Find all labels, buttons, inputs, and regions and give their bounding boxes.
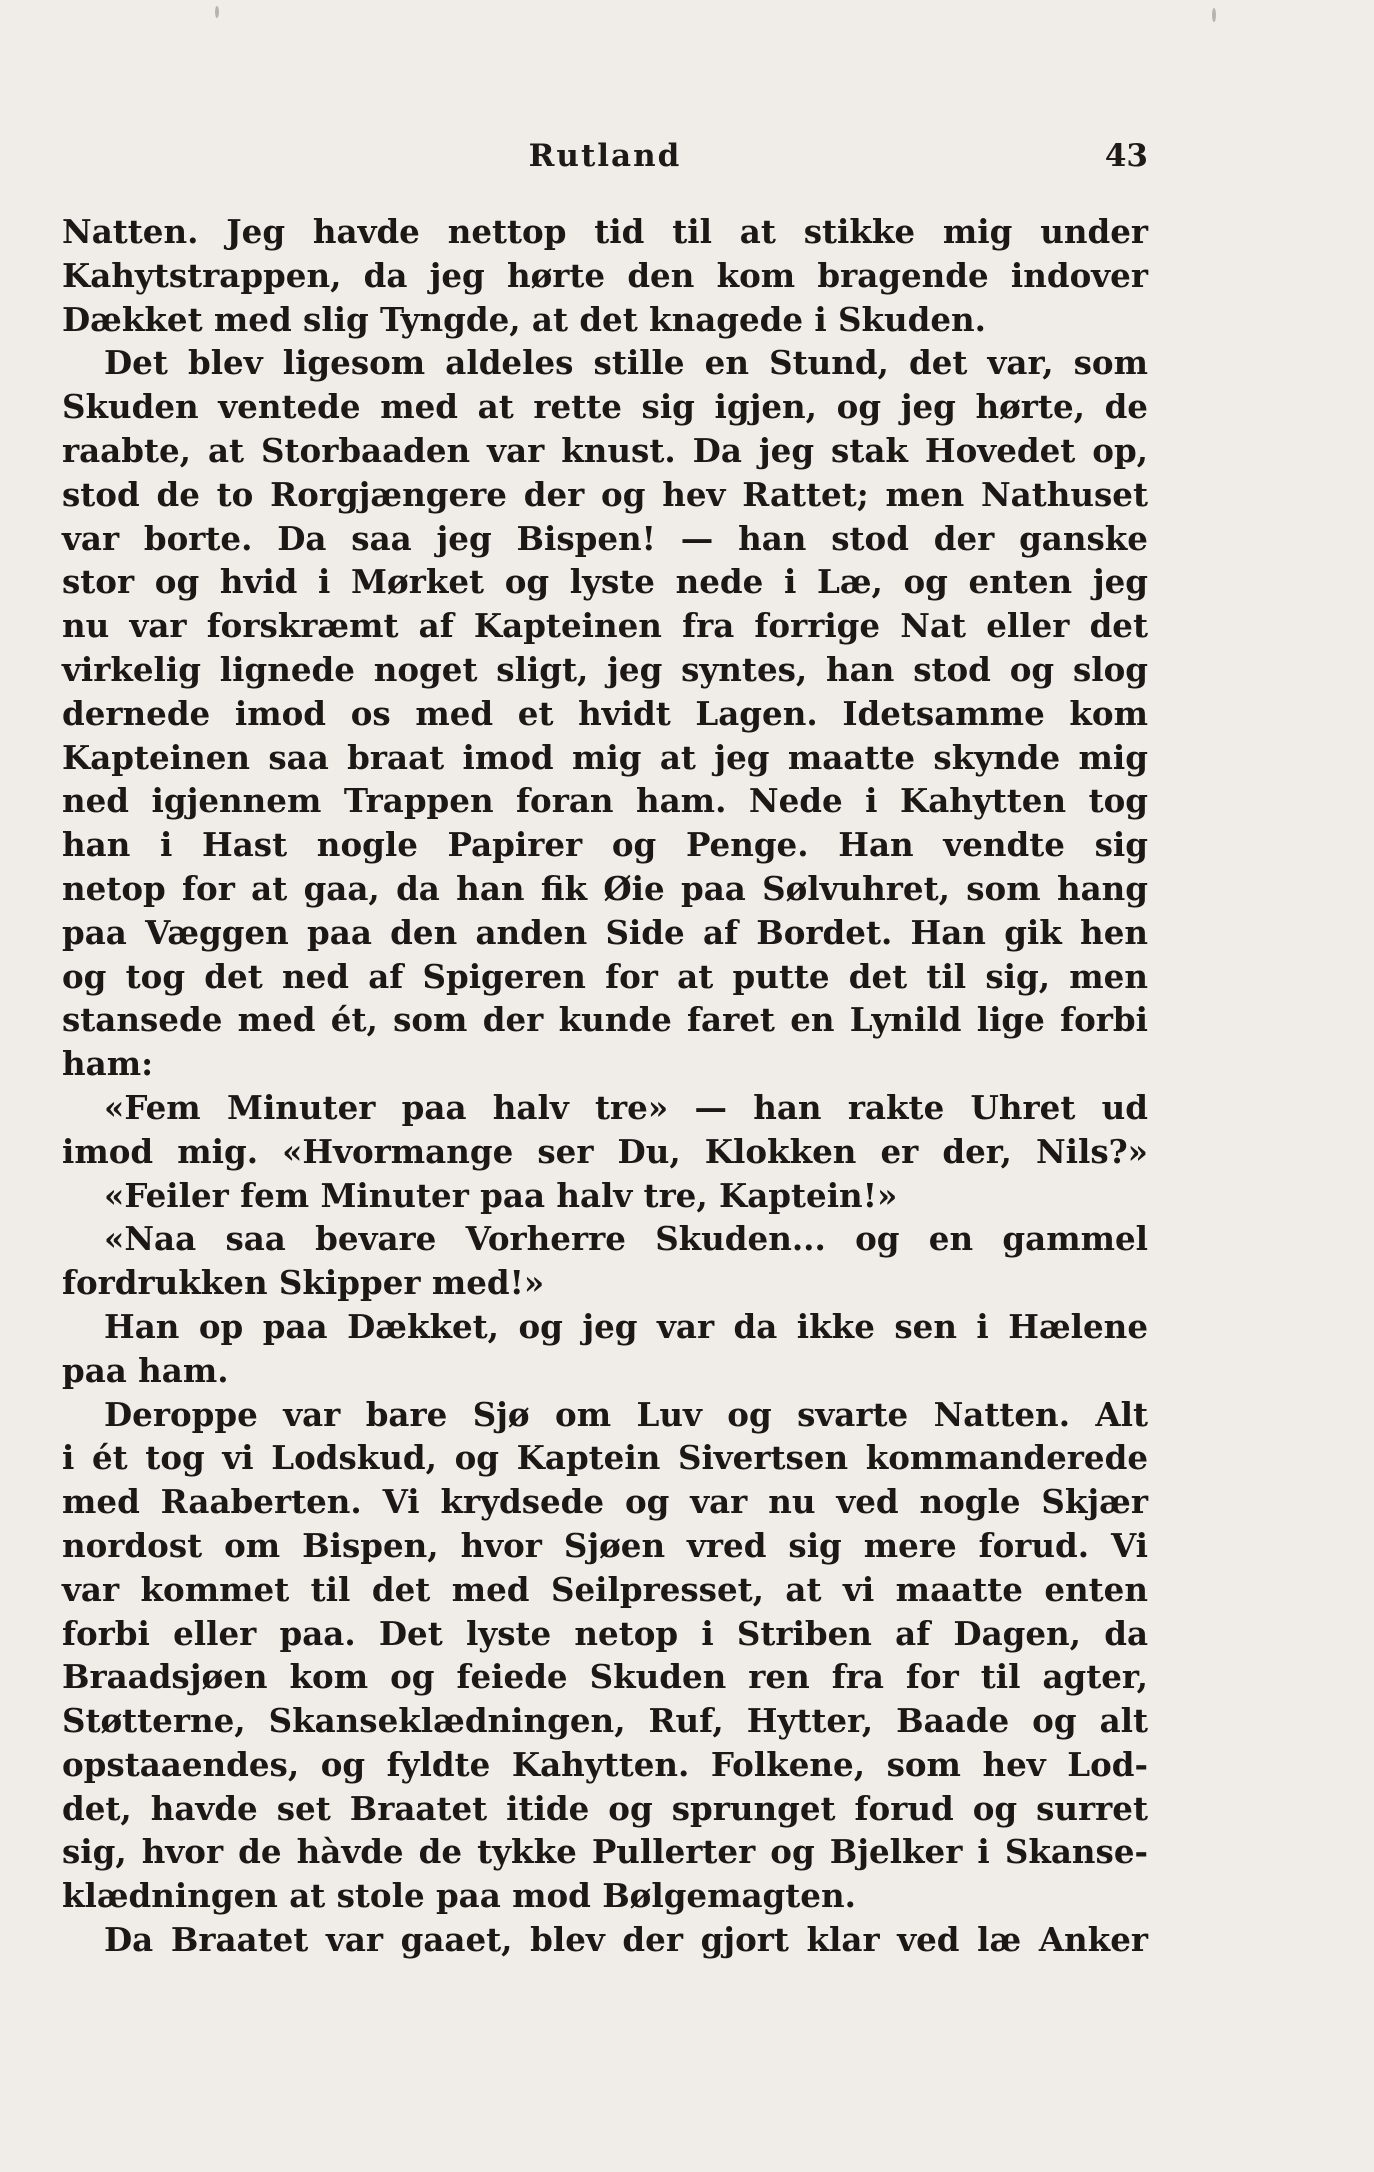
text-line: «Naa saa bevare Vorherre Skuden... og en gammel [104,1219,1148,1259]
text-line: sig, hvor de hàvde de tykke Pullerter og Bjelker i Skanse- [62,1832,1148,1872]
text-line: var kommet til det med Seilpresset, at vi maatte enten [62,1569,1148,1609]
text-line: opstaaendes, og fyldte Kahytten. Folkene, som hev Lod- [62,1744,1148,1784]
text-line: og tog det ned af Spigeren for at putte det til sig, men [62,956,1148,996]
text-line: ned igjennem Trappen foran ham. Nede i Kahytten tog [62,781,1148,821]
text-line: paa ham. [62,1350,229,1390]
text-line: Han op paa Dækket, og jeg var da ikke sen i Hælene [104,1306,1148,1346]
paper-speck [1212,8,1216,22]
text-line: virkelig lignede noget sligt, jeg syntes, han stod og slog [62,649,1148,689]
text-line: stor og hvid i Mørket og lyste nede i Læ, og enten jeg [62,562,1148,602]
text-line: paa Væggen paa den anden Side af Bordet. Han gik hen [62,912,1148,952]
text-line: nu var forskræmt af Kapteinen fra forrige Nat eller det [62,606,1148,646]
text-line: «Fem Minuter paa halv tre» — han rakte Uhret ud [104,1087,1148,1127]
text-line: Deroppe var bare Sjø om Luv og svarte Natten. Alt [104,1394,1148,1434]
running-title: Rutland [528,138,682,174]
text-line: var borte. Da saa jeg Bispen! — han stod der ganske [62,518,1148,558]
text-line: forbi eller paa. Det lyste netop i Striben af Dagen, da [62,1613,1148,1653]
text-line: stansede med ét, som der kunde faret en Lynild lige forbi [62,1000,1148,1040]
page-header [62,138,1148,188]
text-line: fordrukken Skipper med!» [62,1263,545,1303]
text-line: han i Hast nogle Papirer og Penge. Han vendte sig [62,825,1148,865]
text-line: nordost om Bispen, hvor Sjøen vred sig mere forud. Vi [62,1525,1148,1565]
text-line: Kahytstrappen, da jeg hørte den kom bragende indover [62,255,1148,295]
text-line: Støtterne, Skanseklædningen, Ruf, Hytter, Baade og alt [62,1701,1148,1741]
text-line: Det blev ligesom aldeles stille en Stund, det var, som [104,343,1148,383]
text-line: netop for at gaa, da han fik Øie paa Sølvuhret, som hang [62,868,1148,908]
text-line: raabte, at Storbaaden var knust. Da jeg stak Hovedet op, [62,430,1148,470]
text-line: i ét tog vi Lodskud, og Kaptein Sivertsen kommanderede [62,1438,1148,1478]
page-number: 43 [1104,138,1148,174]
text-line: «Feiler fem Minuter paa halv tre, Kaptein!» [104,1175,898,1215]
body-text [62,210,1148,1962]
text-line: ham: [62,1044,154,1084]
text-line: dernede imod os med et hvidt Lagen. Idetsamme kom [62,693,1148,733]
text-line: med Raaberten. Vi krydsede og var nu ved nogle Skjær [62,1482,1148,1522]
text-line: Skuden ventede med at rette sig igjen, og jeg hørte, de [62,387,1148,427]
text-line: Kapteinen saa braat imod mig at jeg maatte skynde mig [62,737,1148,777]
text-line: klædningen at stole paa mod Bølgemagten. [62,1876,856,1916]
paper-speck [215,6,219,18]
text-line: det, havde set Braatet itide og sprunget forud og surret [62,1788,1148,1828]
text-line: Da Braatet var gaaet, blev der gjort klar ved læ Anker [104,1920,1148,1960]
text-line: Natten. Jeg havde nettop tid til at stikke mig under [62,212,1148,251]
text-line: imod mig. «Hvormange ser Du, Klokken er der, Nils?» [62,1131,1148,1171]
text-line: Dækket med slig Tyngde, at det knagede i Skuden. [62,299,986,339]
text-line: Braadsjøen kom og feiede Skuden ren fra for til agter, [62,1657,1148,1697]
text-line: stod de to Rorgjængere der og hev Rattet; men Nathuset [62,474,1148,514]
